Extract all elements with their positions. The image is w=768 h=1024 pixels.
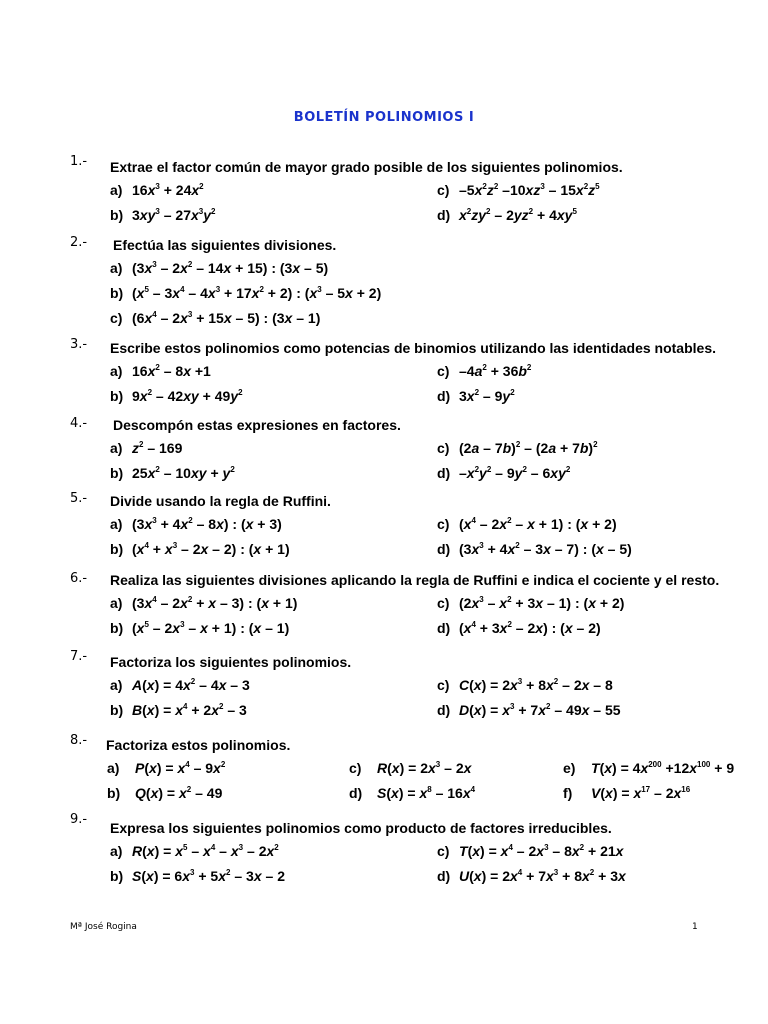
item-label: d) <box>437 868 451 884</box>
exercise-statement: Realiza las siguientes divisiones aplicando la regla de Ruffini e indica el cociente y el resto. <box>110 572 720 588</box>
exercise-item <box>110 260 328 276</box>
item-label: b) <box>107 785 121 801</box>
exercise-item <box>110 516 282 532</box>
item-expression: $C(x) = 2x^3 + 8x^2 - 2x - 8$ <box>459 677 613 693</box>
exercise-item <box>437 843 623 859</box>
exercise-item <box>110 843 279 859</box>
item-expression: $B(x) = x^4 + 2x^2 - 3$ <box>132 702 247 718</box>
item-label: d) <box>437 207 451 223</box>
item-expression: $(x^4 + x^3 - 2x - 2)$ : (x + 1) <box>132 541 290 557</box>
item-expression: $T(x) = x^4 - 2x^3 - 8x^2 + 21x$ <box>459 843 624 859</box>
item-expression: $3x^2 - 9y^2$ <box>459 388 515 404</box>
exercise-number: 3.- <box>70 337 88 352</box>
item-label: a) <box>110 595 123 611</box>
item-expression: $Q(x) = x^2 - 49$ <box>135 785 223 801</box>
item-label: e) <box>563 760 576 776</box>
item-expression: $25x^2 - 10xy + y^2$ <box>132 465 235 481</box>
item-label: c) <box>437 677 450 693</box>
item-expression: $A(x) = 4x^2 - 4x - 3$ <box>132 677 250 693</box>
item-expression: $(x^4 - 2x^2 - x + 1)$ : (x + 2) <box>459 516 617 532</box>
exercise-number: 9.- <box>70 812 88 827</box>
exercise-item <box>563 785 690 801</box>
item-expression: $(6x^4 - 2x^3 + 15x - 5)$ : (3x – 1) <box>132 310 321 326</box>
item-label: c) <box>437 516 450 532</box>
exercise-number: 4.- <box>70 416 88 431</box>
item-expression: $T(x) = 4x^{200} +12x^{100} + 9$ <box>591 760 735 776</box>
item-expression: $(3x^4 - 2x^2 + x - 3)$ : (x + 1) <box>132 595 298 611</box>
exercise-item <box>437 465 570 481</box>
exercise-number: 1.- <box>70 154 88 169</box>
item-label: b) <box>110 541 124 557</box>
item-expression: $(2x^3 - x^2 + 3x - 1)$ : (x + 2) <box>459 595 625 611</box>
exercise-item <box>349 760 471 776</box>
exercise-item <box>563 760 734 776</box>
exercise-item <box>107 785 222 801</box>
item-expression: $(3x^3 + 4x^2 - 8x)$ : (x + 3) <box>132 516 282 532</box>
item-label: d) <box>349 785 363 801</box>
exercise-number: 6.- <box>70 571 88 586</box>
exercise-item <box>437 363 531 379</box>
exercise-number: 5.- <box>70 491 88 506</box>
item-label: b) <box>110 285 124 301</box>
item-expression: $16x^3 + 24x^2$ <box>132 182 204 198</box>
item-label: a) <box>110 182 123 198</box>
exercise-item <box>110 440 182 456</box>
exercise-item <box>110 363 211 379</box>
item-label: c) <box>349 760 362 776</box>
item-label: a) <box>110 363 123 379</box>
item-label: a) <box>107 760 120 776</box>
item-label: c) <box>437 363 450 379</box>
exercise-statement: Efectúa las siguientes divisiones. <box>113 237 337 253</box>
item-label: d) <box>437 620 451 636</box>
item-expression: $(2a - 7b)^2 - (2a + 7b)^2$ <box>459 440 598 456</box>
exercise-item <box>110 465 235 481</box>
footer-author: Mª José Rogina <box>70 922 137 932</box>
exercise-item <box>110 310 320 326</box>
item-label: c) <box>437 595 450 611</box>
exercise-item <box>437 868 626 884</box>
exercise-item <box>110 182 204 198</box>
exercise-statement: Factoriza los siguientes polinomios. <box>110 654 352 670</box>
item-label: d) <box>437 702 451 718</box>
item-label: c) <box>437 440 450 456</box>
item-expression: $V(x) = x^{17} - 2x^{16}$ <box>591 785 691 801</box>
item-label: b) <box>110 868 124 884</box>
exercise-item <box>437 677 613 693</box>
item-label: b) <box>110 702 124 718</box>
item-label: b) <box>110 388 124 404</box>
exercise-number: 2.- <box>70 235 88 250</box>
exercise-item <box>437 595 624 611</box>
item-expression: $(3x^3 - 2x^2 - 14x + 15)$ : (3x – 5) <box>132 260 329 276</box>
exercise-number: 7.- <box>70 649 88 664</box>
exercise-item <box>110 677 250 693</box>
item-expression: $z^2 - 169$ <box>132 440 183 456</box>
exercise-item <box>437 516 617 532</box>
item-expression: $3xy^3 - 27x^3y^2$ <box>132 207 216 223</box>
exercise-item <box>110 868 285 884</box>
item-label: c) <box>437 843 450 859</box>
item-label: a) <box>110 843 123 859</box>
item-label: c) <box>437 182 450 198</box>
exercise-statement: Descompón estas expresiones en factores. <box>113 417 401 433</box>
item-label: d) <box>437 541 451 557</box>
item-expression: $(x^4 + 3x^2 - 2x)$ : (x – 2) <box>459 620 601 636</box>
exercise-statement: Extrae el factor común de mayor grado posible de los siguientes polinomios. <box>110 159 623 175</box>
exercise-statement: Escribe estos polinomios como potencias de binomios utilizando las identidades notables. <box>110 340 716 356</box>
item-label: a) <box>110 677 123 693</box>
item-expression: $9x^2 - 42xy + 49y^2$ <box>132 388 243 404</box>
item-label: c) <box>110 310 123 326</box>
item-label: d) <box>437 388 451 404</box>
exercise-item <box>110 702 247 718</box>
item-label: a) <box>110 516 123 532</box>
item-expression: $P(x) = x^4 - 9x^2$ <box>135 760 226 776</box>
exercise-item <box>437 702 621 718</box>
item-expression: $-x^2y^2 - 9y^2 - 6xy^2$ <box>459 465 571 481</box>
item-label: b) <box>110 207 124 223</box>
item-expression: $x^2zy^2 - 2yz^2 + 4xy^5$ <box>459 207 577 223</box>
item-expression: $R(x) = 2x^3 - 2x$ <box>377 760 472 776</box>
document-title: BOLETÍN POLINOMIOS I <box>293 110 475 125</box>
exercise-item <box>107 760 225 776</box>
item-expression: $D(x) = x^3 + 7x^2 - 49x - 55$ <box>459 702 621 718</box>
item-label: a) <box>110 440 123 456</box>
item-label: f) <box>563 785 573 801</box>
exercise-item <box>437 440 598 456</box>
item-expression: $(x^5 - 3x^4 - 4x^3 + 17x^2 + 2)$ : $(x^3 - 5x + 2)$ <box>132 285 382 301</box>
item-label: d) <box>437 465 451 481</box>
item-expression: $S(x) = x^8 - 16x^4$ <box>377 785 476 801</box>
exercise-statement: Factoriza estos polinomios. <box>106 737 291 753</box>
item-expression: $S(x) = 6x^3 + 5x^2 - 3x - 2$ <box>132 868 285 884</box>
exercise-item <box>110 541 290 557</box>
item-expression: $-5x^2z^2$ $-10xz^3 - 15x^2z^5$ <box>459 182 600 198</box>
exercise-item <box>110 285 381 301</box>
exercise-item <box>437 541 632 557</box>
exercise-number: 8.- <box>70 733 88 748</box>
exercise-item <box>110 388 243 404</box>
exercise-statement: Expresa los siguientes polinomios como producto de factores irreducibles. <box>110 820 612 836</box>
exercise-item <box>110 207 215 223</box>
exercise-item <box>110 595 297 611</box>
exercise-item <box>437 207 577 223</box>
item-expression: $-4a^2 + 36b^2$ <box>459 363 532 379</box>
item-expression: $R(x) = x^5 - x^4 - x^3 - 2x^2$ <box>132 843 279 859</box>
item-expression: $16x^2 - 8x +1$ <box>132 363 211 379</box>
exercise-item <box>437 388 515 404</box>
footer-page-number: 1 <box>692 922 698 932</box>
item-label: a) <box>110 260 123 276</box>
item-expression: $(3x^3 + 4x^2 - 3x - 7)$ : (x – 5) <box>459 541 632 557</box>
item-label: b) <box>110 620 124 636</box>
exercise-item <box>437 182 600 198</box>
exercise-statement: Divide usando la regla de Ruffini. <box>110 493 331 509</box>
exercise-item <box>110 620 289 636</box>
item-expression: $(x^5 - 2x^3 - x + 1)$ : (x – 1) <box>132 620 290 636</box>
exercise-item <box>437 620 601 636</box>
exercise-item <box>349 785 475 801</box>
item-expression: $U(x) = 2x^4 + 7x^3 + 8x^2 + 3x$ <box>459 868 626 884</box>
item-label: b) <box>110 465 124 481</box>
